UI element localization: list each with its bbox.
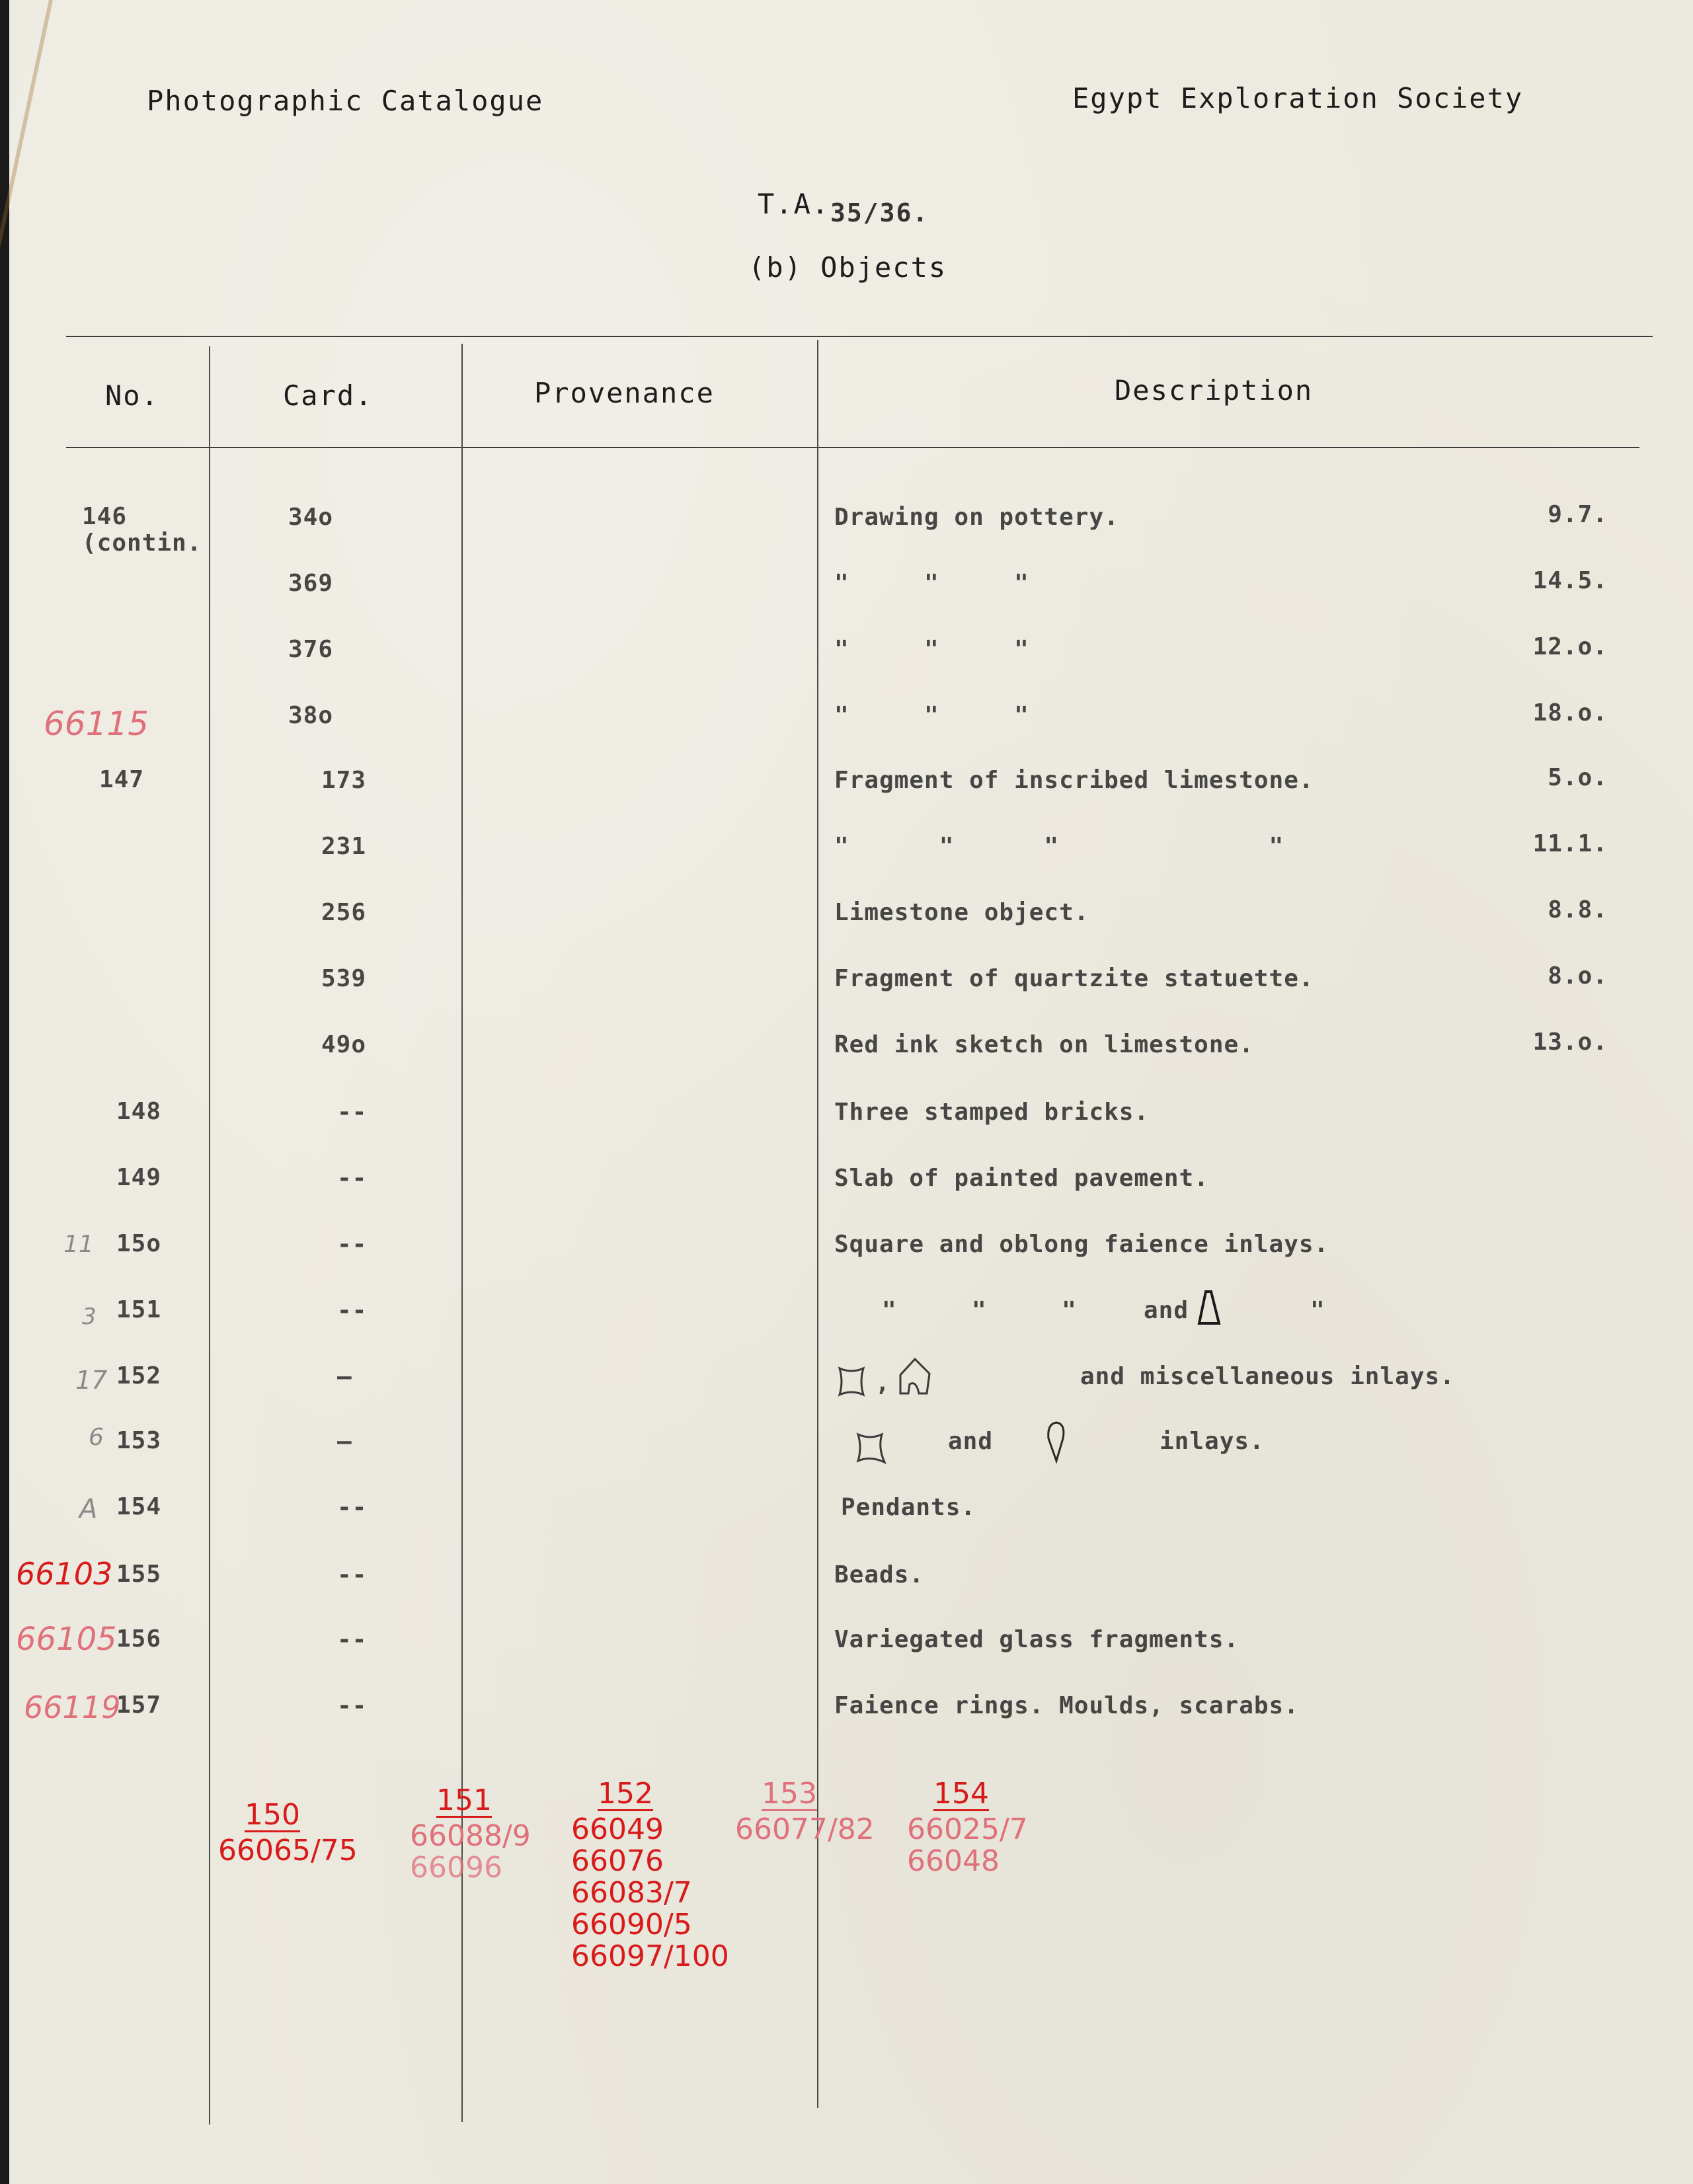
footnote-line: 66065/75 (218, 1834, 358, 1868)
trapezoid-inlay-icon (1193, 1289, 1232, 1329)
description-part: " (1310, 1297, 1325, 1324)
footnote-line: 66076 (571, 1844, 664, 1879)
column-header-description: Description (1115, 374, 1314, 407)
paper-crease (0, 0, 53, 246)
margin-annotation: 66115 (44, 705, 149, 743)
card-number: — (337, 1428, 352, 1455)
table-header-rule (66, 447, 1639, 448)
footnote-line: 66025/7 (907, 1813, 1028, 1847)
description: " " " " (834, 833, 1284, 860)
description: Drawing on pottery. (834, 504, 1119, 531)
description: Fragment of quartzite statuette. (834, 965, 1314, 992)
season-number: 35/36. (830, 198, 929, 227)
column-header-no: No. (105, 379, 159, 412)
concave-square-inlay-icon (837, 1362, 877, 1401)
row-number: 147 (99, 766, 145, 793)
footnote-heading-text: 150 (245, 1798, 300, 1832)
footnote-heading (735, 1778, 875, 1811)
table-top-rule (66, 336, 1653, 337)
description: Faience rings. Moulds, scarabs. (834, 1692, 1299, 1719)
row-number: 157 (116, 1692, 162, 1719)
footnote-heading-text: 154 (933, 1777, 989, 1811)
description-part: " " " (882, 1297, 1077, 1324)
margin-annotation: 17 (75, 1366, 108, 1395)
footnote-line: 66090/5 (571, 1908, 692, 1942)
footnote-group (571, 1778, 729, 1972)
description: Variegated glass fragments. (834, 1626, 1240, 1653)
society-name: Egypt Exploration Society (1072, 82, 1524, 114)
dimension-value: 14.5. (1532, 567, 1608, 594)
row-number: 15o (116, 1230, 162, 1257)
card-number: -- (337, 1561, 368, 1588)
card-number: 539 (321, 965, 367, 992)
dimension-value: 18.o. (1532, 699, 1608, 726)
description: Pendants. (841, 1494, 976, 1521)
document-page (9, 0, 1693, 2184)
footnote-line: 66096 (410, 1851, 502, 1885)
description: Three stamped bricks. (834, 1099, 1150, 1126)
description: " " " (834, 702, 1029, 729)
footnote-line: 66088/9 (410, 1819, 531, 1853)
card-number: -- (337, 1231, 368, 1258)
margin-annotation: 66119 (24, 1690, 121, 1725)
card-number: -- (337, 1692, 368, 1719)
footnote-heading-text: 153 (762, 1777, 817, 1811)
column-divider-1 (209, 346, 210, 2125)
margin-annotation: A (79, 1494, 98, 1524)
footnote-heading (907, 1778, 1028, 1811)
description: Square and oblong faience inlays. (834, 1231, 1329, 1258)
row-number: 154 (116, 1493, 162, 1520)
card-number: 38o (288, 702, 334, 729)
margin-annotation: 11 (63, 1231, 94, 1258)
footnote-heading-text: 152 (598, 1777, 653, 1811)
season-prefix: T.A. (758, 188, 830, 220)
description: Limestone object. (834, 899, 1089, 926)
column-header-provenance: Provenance (534, 377, 715, 409)
row-number: 149 (116, 1164, 162, 1191)
row-number: 151 (116, 1296, 162, 1323)
footnote-line: 66097/100 (571, 1939, 729, 1974)
dimension-value: 8.o. (1548, 962, 1608, 990)
row-number: 146 (contin. (82, 503, 202, 557)
description: " " " (834, 570, 1029, 597)
footnote-heading-text: 151 (436, 1783, 492, 1817)
dimension-value: 11.1. (1532, 830, 1608, 857)
card-number: 376 (288, 636, 334, 663)
footnote-group (218, 1799, 358, 1867)
description-part: and (1144, 1297, 1189, 1324)
footnote-line: 66077/82 (735, 1813, 875, 1847)
footnote-group (410, 1785, 531, 1884)
margin-annotation: 66103 (16, 1556, 113, 1592)
dimension-value: 13.o. (1532, 1029, 1608, 1056)
concave-square-inlay-icon-2 (855, 1428, 895, 1467)
dimension-value: 8.8. (1548, 896, 1608, 923)
description: " " " (834, 636, 1029, 663)
description-part: inlays. (1160, 1428, 1265, 1455)
house-shaped-inlay-icon (895, 1355, 941, 1401)
footnote-heading (218, 1799, 358, 1832)
footnote-group (735, 1778, 875, 1846)
card-number: -- (337, 1494, 368, 1521)
card-number: -- (337, 1099, 368, 1126)
card-number: 231 (321, 833, 367, 860)
description-part: and (948, 1428, 994, 1455)
margin-annotation: 3 (82, 1304, 97, 1330)
card-number: -- (337, 1626, 368, 1653)
row-number: 153 (116, 1427, 162, 1454)
column-header-card: Card. (283, 379, 374, 412)
footnote-heading (571, 1778, 729, 1811)
description: Slab of painted pavement. (834, 1165, 1209, 1192)
footnote-line: 66048 (907, 1844, 1000, 1879)
card-number: 256 (321, 899, 367, 926)
catalogue-title: Photographic Catalogue (147, 85, 544, 117)
description-part: , (875, 1370, 890, 1397)
card-number: 369 (288, 570, 334, 597)
footnote-group (907, 1778, 1028, 1877)
dimension-value: 5.o. (1548, 764, 1608, 791)
section-subtitle: (b) Objects (748, 251, 947, 284)
row-number: 148 (116, 1098, 162, 1125)
description: Red ink sketch on limestone. (834, 1031, 1254, 1058)
footnote-heading (410, 1785, 531, 1818)
card-number: — (337, 1363, 352, 1390)
card-number: 34o (288, 504, 334, 531)
card-number: -- (337, 1297, 368, 1324)
description: Beads. (834, 1561, 925, 1588)
description-part: and miscellaneous inlays. (1080, 1363, 1455, 1390)
row-number: 152 (116, 1362, 162, 1389)
footnote-line: 66083/7 (571, 1876, 692, 1910)
margin-annotation: 6 (89, 1424, 104, 1451)
description: Fragment of inscribed limestone. (834, 767, 1314, 794)
footnote-line: 66049 (571, 1813, 664, 1847)
row-number: 156 (116, 1625, 162, 1653)
teardrop-inlay-icon (1044, 1420, 1071, 1466)
card-number: -- (337, 1165, 368, 1192)
row-number: 155 (116, 1561, 162, 1588)
dimension-value: 12.o. (1532, 633, 1608, 660)
dimension-value: 9.7. (1548, 501, 1608, 528)
card-number: 173 (321, 767, 367, 794)
card-number: 49o (321, 1031, 367, 1058)
margin-annotation: 66105 (16, 1621, 117, 1658)
